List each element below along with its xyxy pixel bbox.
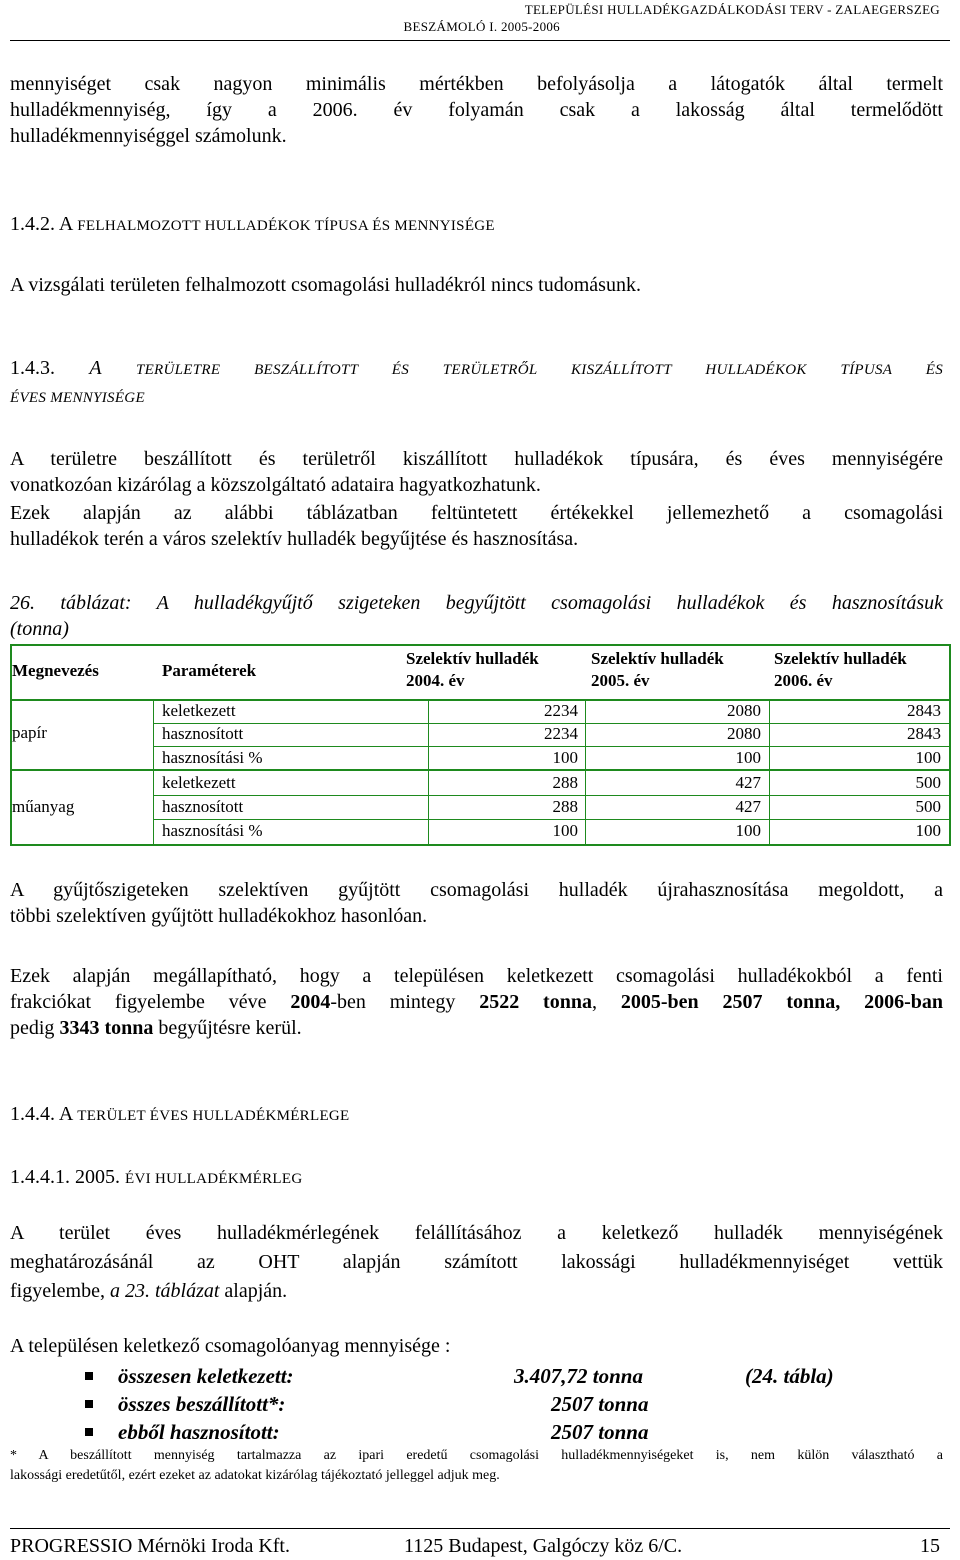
footer-company: PROGRESSIO Mérnöki Iroda Kft. — [10, 1535, 290, 1557]
bullet-icon — [85, 1428, 93, 1436]
amount-ref: (24. tábla) — [745, 1364, 834, 1388]
row-value: 288 — [552, 797, 578, 816]
row-value: 100 — [552, 821, 578, 840]
after-table-paragraph: A gyűjtőszigeteken szelektíven gyűjtött csomagolási hulladék újrahasznosítása megoldott, a többi szelektíven gyűjtött hulladékokhoz hasonlóan. — [10, 879, 943, 927]
row-value: 2234 — [544, 701, 578, 720]
group-name-paper: papír — [12, 723, 47, 742]
row-value: 2234 — [544, 724, 578, 743]
section-heading-1-4-2: 1.4.2. A FELHALMOZOTT HULLADÉKOK TÍPUSA ÉS MENNYISÉGE — [10, 213, 495, 235]
row-value: 500 — [915, 797, 941, 816]
row-value: 2843 — [907, 724, 941, 743]
row-param: hasznosítási % — [162, 748, 263, 767]
row-value: 2843 — [907, 701, 941, 720]
row-value: 427 — [735, 773, 761, 792]
row-value: 427 — [735, 797, 761, 816]
header-2004: Szelektív hulladék 2004. év — [406, 649, 539, 690]
row-param: hasznosítási % — [162, 821, 263, 840]
header-2006: Szelektív hulladék 2006. év — [774, 649, 907, 690]
amount-value: 2507 tonna — [551, 1420, 649, 1444]
amount-value: 2507 tonna — [551, 1392, 649, 1416]
row-param: hasznosított — [162, 797, 244, 816]
header-name: Megnevezés — [12, 661, 99, 680]
section-heading-1-4-3: 1.4.3. A TERÜLETRE BESZÁLLÍTOTT ÉS TERÜLETRŐL KISZÁLLÍTOTT HULLADÉKOK TÍPUSA ÉS ÉVES MENNYISÉGE — [10, 357, 943, 406]
bullet-icon — [85, 1372, 93, 1380]
group-name-plastic: műanyag — [12, 797, 75, 816]
row-value: 100 — [735, 821, 761, 840]
summary-paragraph: Ezek alapján megállapítható, hogy a településen keletkezett csomagolási hulladékokból a fenti frakciókat figyelembe véve 2004-ben mintegy 2522 tonna, 2005-ben 2507 tonna, 2006-ban pedig 3343 tonna begyűjtésre kerül. — [10, 965, 944, 1039]
bullet-icon — [85, 1400, 93, 1408]
intro-paragraph: mennyiséget csak nagyon minimális mértékben befolyásolja a látogatók által termelt hulladékmennyiség, így a 2006. év folyamán csak a lakosság által termelődött hulladékmennyiséggel számolunk. — [10, 73, 943, 147]
table-caption: 26. táblázat: A hulladékgyűjtő szigeteken begyűjtött csomagolási hulladékok és hasznosításuk (tonna) — [10, 592, 943, 640]
amount-label: ebből hasznosított: — [118, 1420, 280, 1444]
row-value: 2080 — [727, 701, 761, 720]
section-heading-1-4-4: 1.4.4. A TERÜLET ÉVES HULLADÉKMÉRLEGE — [10, 1103, 350, 1125]
amounts-list — [10, 1362, 950, 1446]
section-1-4-3-paragraph: A területre beszállított és területről kiszállított hulladékok típusára, és éves mennyiségére vonatkozóan kizárólag a közszolgáltató adataira hagyatkozhatunk. Ezek alapján az alábbi táblázatban feltüntetett értékekkel jellemezhető a csomagolási hulladékok terén a város szelektív hulladék begyűjtése és hasznosítása. — [10, 448, 943, 550]
row-value: 288 — [552, 773, 578, 792]
section-1-4-4-1-paragraph: A terület éves hulladékmérlegének felállításához a keletkező hulladék mennyiségének meghatározásánál az OHT alapján számított lakossági hulladékmennyiséget vettük figyelembe, a 23. táblázat alapján. — [10, 1222, 943, 1302]
row-value: 100 — [735, 748, 761, 767]
running-header-subtitle: BESZÁMOLÓ I. 2005-2006 — [403, 19, 560, 34]
header-2005: Szelektív hulladék 2005. év — [591, 649, 724, 690]
row-value: 500 — [915, 773, 941, 792]
row-value: 100 — [915, 748, 941, 767]
section-1-4-2-text: A vizsgálati területen felhalmozott csomagolási hulladékról nincs tudomásunk. — [10, 274, 641, 296]
data-table — [10, 644, 951, 846]
footer-address: 1125 Budapest, Galgóczy köz 6/C. — [404, 1535, 683, 1557]
footnote: * A beszállított mennyiség tartalmazza az ipari eredetű csomagolási hulladékmennyiségeket is, nem külön választható a lakossági eredetűtől, ezért ezeket az adatokat kizárólag tájékoztató jelleggel adjuk meg. — [10, 1448, 943, 1483]
row-param: keletkezett — [162, 701, 236, 720]
table-vline — [153, 699, 154, 844]
row-param: keletkezett — [162, 773, 236, 792]
row-param: hasznosított — [162, 724, 244, 743]
header-rule — [10, 40, 950, 41]
running-header-title: TELEPÜLÉSI HULLADÉKGAZDÁLKODÁSI TERV - ZALAEGERSZEG — [524, 2, 940, 17]
footer-rule — [10, 1528, 950, 1529]
amounts-intro: A településen keletkező csomagolóanyag mennyisége : — [10, 1335, 451, 1357]
amount-label: összesen keletkezett: — [118, 1364, 294, 1388]
row-value: 100 — [552, 748, 578, 767]
row-value: 100 — [915, 821, 941, 840]
page-number: 15 — [920, 1535, 940, 1557]
header-param: Paraméterek — [162, 661, 257, 680]
row-value: 2080 — [727, 724, 761, 743]
section-heading-1-4-4-1: 1.4.4.1. 2005. ÉVI HULLADÉKMÉRLEG — [10, 1166, 303, 1188]
amount-label: összes beszállított*: — [118, 1392, 286, 1416]
amount-value: 3.407,72 tonna — [514, 1364, 643, 1388]
